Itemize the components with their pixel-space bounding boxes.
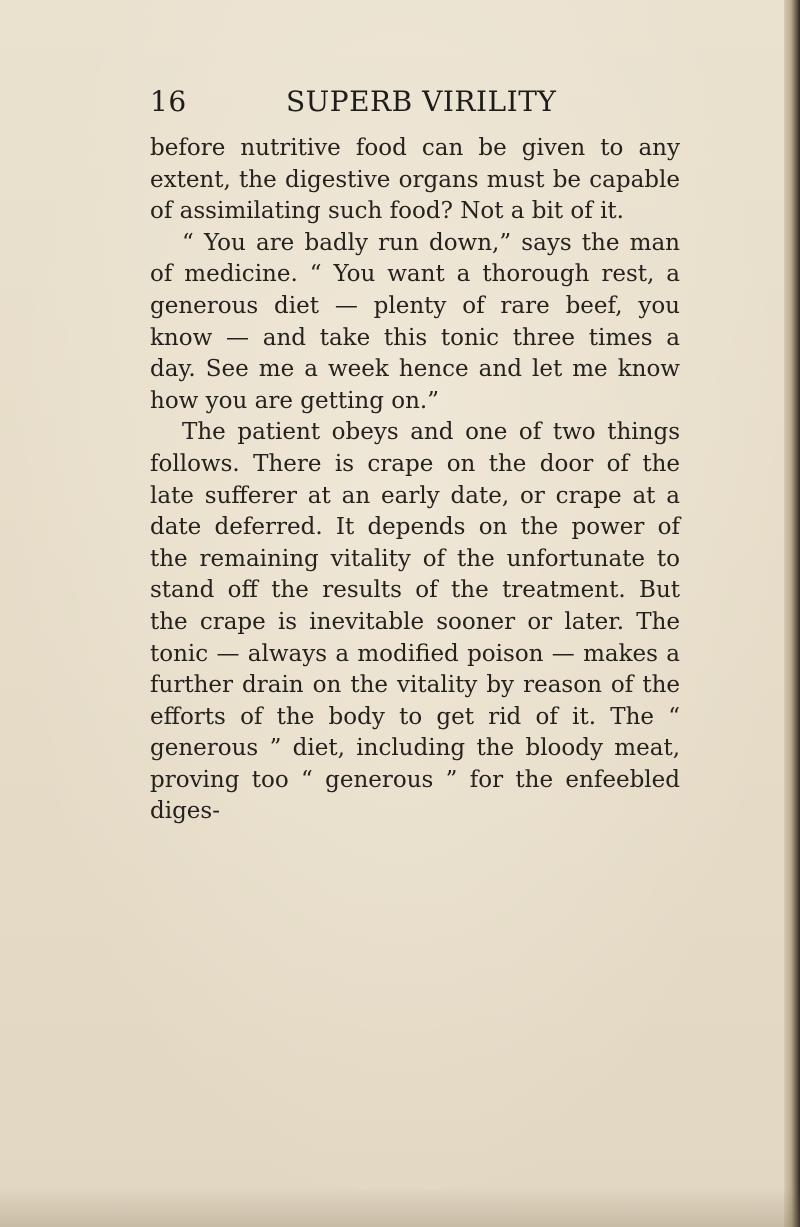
paragraph: “ You are badly run down,” says the man of medicine. “ You want a thorough rest, a generous diet — plenty of rare beef, you know — and take this tonic three times a day. See me a week hence and let me know how you are getting on.” bbox=[150, 229, 680, 414]
page-edge bbox=[784, 0, 800, 1227]
running-head bbox=[150, 85, 680, 127]
page-shadow bbox=[0, 1187, 800, 1227]
page-number: 16 bbox=[150, 85, 187, 118]
body-text bbox=[150, 133, 680, 828]
paragraph: The patient obeys and one of two things follows. There is crape on the door of the late sufferer at an early date, or crape at a date deferred. It depends on the power of the remaining vitality of the unfortunate to stand off the results of the treatment. But the crape is inevitable sooner or later. The tonic — always a modified poison — makes a further drain on the vitality by reason of the efforts of the body to get rid of it. The “ generous ” diet, including the bloody meat, proving too “ generous ” for the enfeebled diges- bbox=[150, 419, 680, 825]
book-title: SUPERB VIRILITY bbox=[286, 85, 557, 118]
paragraph: before nutritive food can be given to any extent, the digestive organs must be capable of assimilating such food? Not a bit of it. bbox=[150, 135, 680, 225]
